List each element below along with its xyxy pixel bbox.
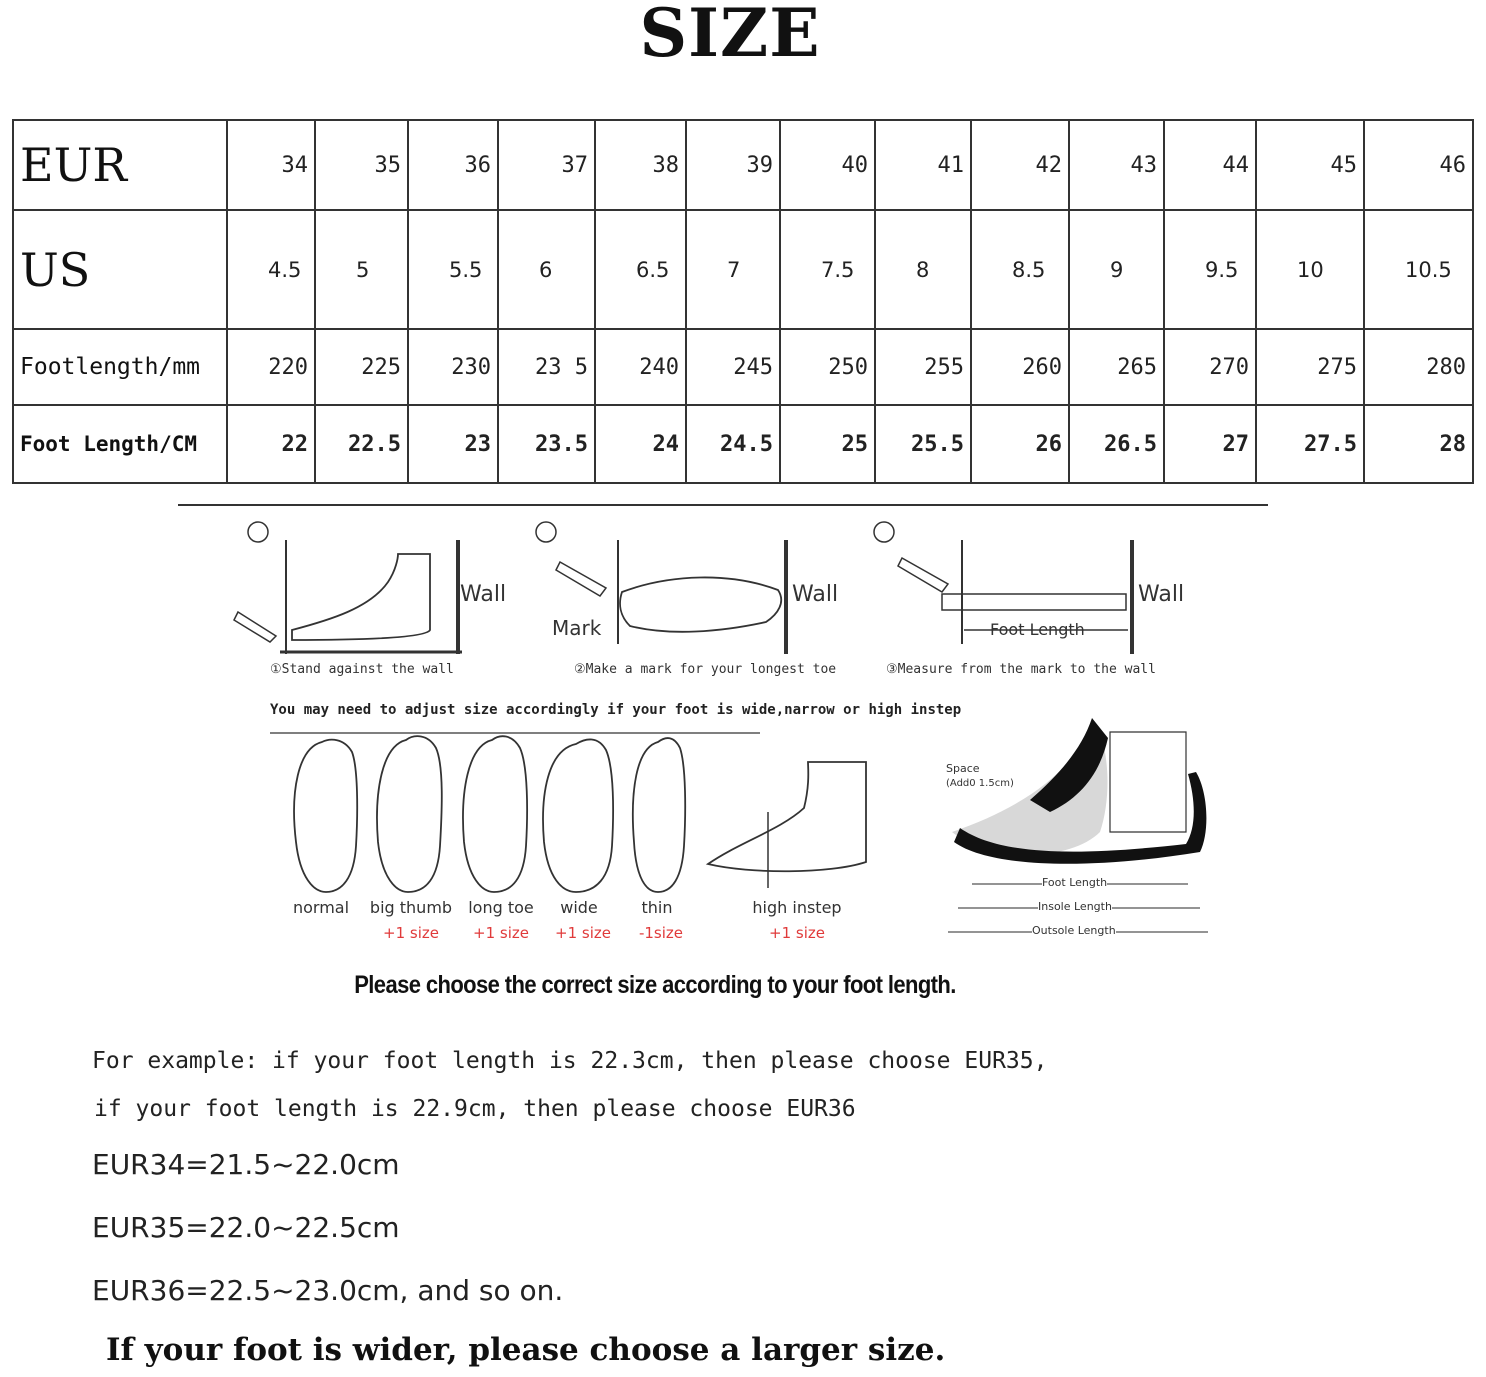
table-cell: 28 [1364, 405, 1473, 483]
foot-adjust-label: +1 size [473, 924, 529, 942]
wall-label-3: Wall [1138, 582, 1185, 607]
table-row-eur [13, 120, 1473, 210]
table-cell: 6.5 [595, 210, 686, 329]
table-cell: 5.5 [408, 210, 498, 329]
table-cell: 40 [780, 120, 875, 210]
foot-adjust-label: +1 size [555, 924, 611, 942]
table-cell: 26 [971, 405, 1069, 483]
size-range-1: EUR34=21.5~22.0cm [92, 1148, 400, 1181]
section-divider [178, 504, 1268, 506]
table-cell: 22 [227, 405, 315, 483]
table-cell: 27.5 [1256, 405, 1364, 483]
page-title: SIZE [639, 0, 821, 72]
shoe-space-label: Space [946, 762, 980, 775]
wall-label-1: Wall [460, 582, 507, 607]
table-cell: 255 [875, 329, 971, 405]
table-cell: 43 [1069, 120, 1164, 210]
table-row-footlength-mm [13, 329, 1473, 405]
mark-label: Mark [552, 616, 602, 640]
table-cell: 41 [875, 120, 971, 210]
foot-type-label: wide [560, 898, 598, 917]
foot-type-label: long toe [468, 898, 534, 917]
size-range-2: EUR35=22.0~22.5cm [92, 1211, 400, 1244]
example-line-1: For example: if your foot length is 22.3cm, then please choose EUR35, [92, 1048, 1048, 1074]
table-cell: 36 [408, 120, 498, 210]
table-cell: 10.5 [1364, 210, 1473, 329]
size-chart-table [12, 119, 1474, 484]
row-label-footlength-mm: Footlength/mm [13, 329, 227, 405]
table-cell: 265 [1069, 329, 1164, 405]
wall-label-2: Wall [792, 582, 839, 607]
adjust-note: You may need to adjust size accordingly if your foot is wide,narrow or high instep [270, 702, 962, 718]
step-caption-3: ③Measure from the mark to the wall [886, 662, 1156, 677]
table-cell: 7.5 [780, 210, 875, 329]
shoe-outsole-length-label: Outsole Length [1032, 924, 1116, 937]
step-caption-1: ①Stand against the wall [270, 662, 454, 677]
table-cell: 25 [780, 405, 875, 483]
table-cell: 9 [1069, 210, 1164, 329]
foot-adjust-label: +1 size [383, 924, 439, 942]
table-cell: 46 [1364, 120, 1473, 210]
row-label-eur: EUR [13, 120, 227, 210]
table-cell: 275 [1256, 329, 1364, 405]
table-cell: 42 [971, 120, 1069, 210]
table-cell: 220 [227, 329, 315, 405]
measure-guide [230, 512, 1230, 952]
row-label-footlength-cm: Foot Length/CM [13, 405, 227, 483]
table-cell: 245 [686, 329, 780, 405]
example-line-2: if your foot length is 22.9cm, then please choose EUR36 [94, 1096, 856, 1122]
table-cell: 35 [315, 120, 408, 210]
table-cell: 24.5 [686, 405, 780, 483]
choose-size-note: Please choose the correct size according to your foot length. [354, 970, 956, 999]
table-cell: 270 [1164, 329, 1256, 405]
table-cell: 44 [1164, 120, 1256, 210]
table-row-footlength-cm [13, 405, 1473, 483]
table-cell: 27 [1164, 405, 1256, 483]
table-cell: 8.5 [971, 210, 1069, 329]
table-cell: 10 [1256, 210, 1364, 329]
table-cell: 7 [686, 210, 780, 329]
step-caption-2: ②Make a mark for your longest toe [574, 662, 837, 677]
table-row-us [13, 210, 1473, 329]
foot-type-label: normal [292, 898, 350, 917]
table-cell: 250 [780, 329, 875, 405]
foot-type-label: big thumb [369, 898, 453, 917]
row-label-us: US [13, 210, 227, 329]
table-cell: 22.5 [315, 405, 408, 483]
size-range-3: EUR36=22.5~23.0cm, and so on. [92, 1274, 564, 1307]
table-cell: 225 [315, 329, 408, 405]
table-cell: 25.5 [875, 405, 971, 483]
table-cell: 280 [1364, 329, 1473, 405]
table-cell: 23 [408, 405, 498, 483]
shoe-space-note: (Add0 1.5cm) [946, 778, 1014, 789]
table-cell: 4.5 [227, 210, 315, 329]
foot-type-label: high instep [752, 898, 842, 917]
table-cell: 45 [1256, 120, 1364, 210]
table-cell: 23 5 [498, 329, 595, 405]
foot-adjust-label: +1 size [769, 924, 825, 942]
table-cell: 6 [498, 210, 595, 329]
table-cell: 9.5 [1164, 210, 1256, 329]
table-cell: 5 [315, 210, 408, 329]
table-cell: 240 [595, 329, 686, 405]
table-cell: 23.5 [498, 405, 595, 483]
table-cell: 230 [408, 329, 498, 405]
wide-foot-note: If your foot is wider, please choose a larger size. [106, 1332, 946, 1368]
table-cell: 26.5 [1069, 405, 1164, 483]
table-cell: 34 [227, 120, 315, 210]
table-cell: 8 [875, 210, 971, 329]
table-cell: 24 [595, 405, 686, 483]
table-cell: 37 [498, 120, 595, 210]
table-cell: 38 [595, 120, 686, 210]
foot-length-label: Foot Length [990, 620, 1085, 639]
shoe-insole-length-label: Insole Length [1038, 900, 1112, 913]
shoe-foot-length-label: Foot Length [1042, 876, 1108, 889]
foot-type-label: thin [641, 898, 673, 917]
table-cell: 39 [686, 120, 780, 210]
foot-adjust-label: -1size [638, 924, 684, 942]
table-cell: 260 [971, 329, 1069, 405]
